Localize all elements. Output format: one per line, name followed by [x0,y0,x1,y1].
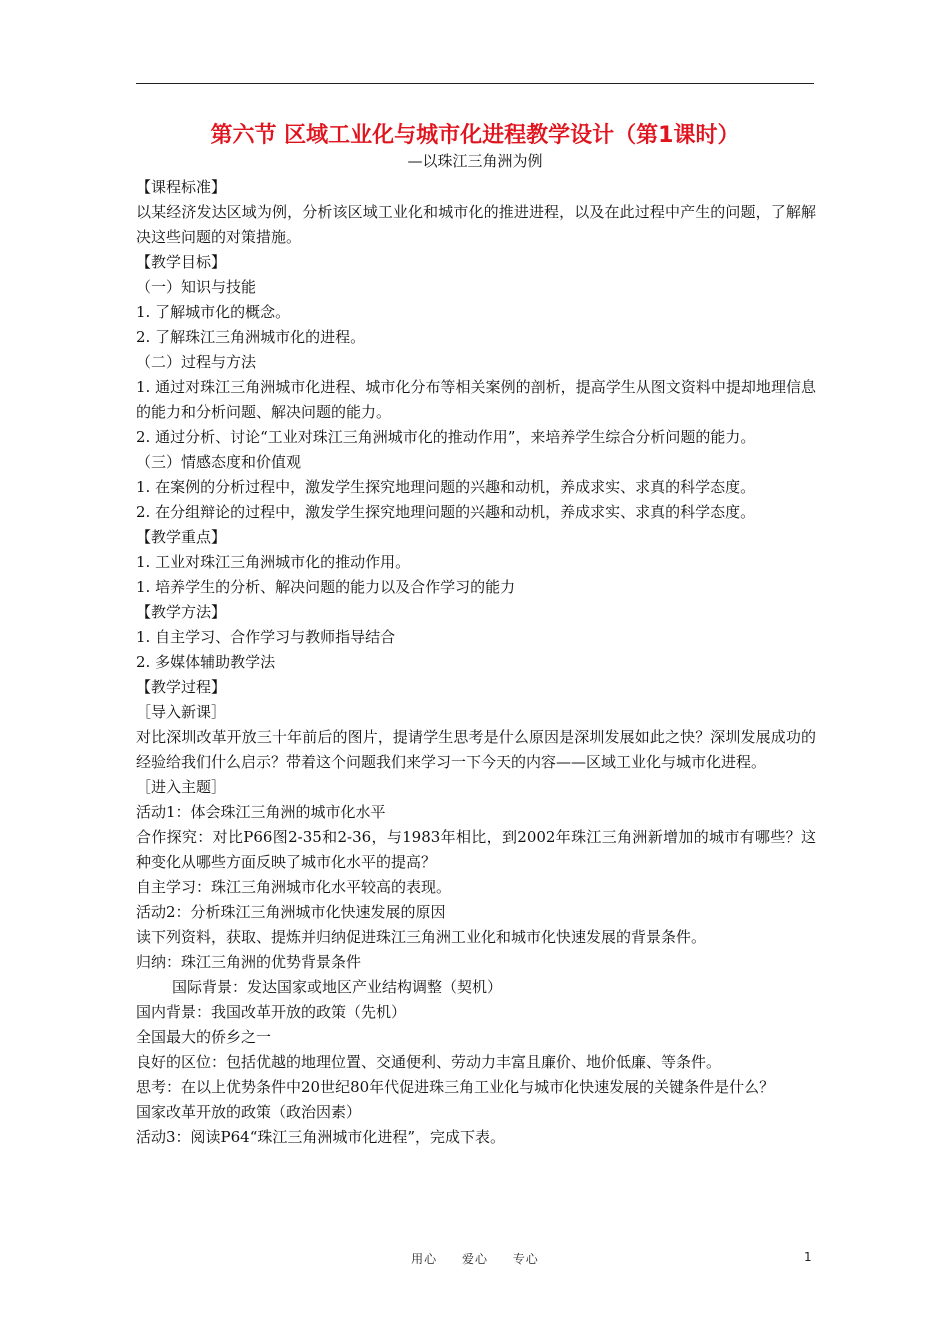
document-subtitle: —以珠江三角洲为例 [407,152,543,170]
subheading-knowledge-skills: （一）知识与技能 [136,278,257,296]
paragraph-summary: 归纳：珠江三角洲的优势背景条件 [136,953,362,971]
paragraph-think: 思考：在以上优势条件中20世纪80年代促进珠三角工业化与城市化快速发展的关键条件是什么？ [136,1078,775,1096]
activity-1-heading: 活动1：体会珠江三角洲的城市化水平 [136,803,386,821]
paragraph-cooperative-inquiry: 合作探究：对比P66图2-35和2-36，与1983年相比，到2002年珠江三角洲新增加的城市有哪些？这种变化从哪些方面反映了城市化水平的提高？ [136,828,816,871]
list-item: 1. 通过对珠江三角洲城市化进程、城市化分布等相关案例的剖析，提高学生从图文资料中提却地理信息的能力和分析问题、解决问题的能力。 [136,378,816,421]
paragraph-location: 良好的区位：包括优越的地理位置、交通便利、劳动力丰富且廉价、地价低廉、等条件。 [136,1053,722,1071]
section-heading-teaching-objectives: 【教学目标】 [136,253,227,271]
list-item: 1. 工业对珠江三角洲城市化的推动作用。 [136,553,411,571]
list-item: 1. 培养学生的分析、解决问题的能力以及合作学习的能力 [136,578,516,596]
section-heading-teaching-methods: 【教学方法】 [136,603,227,621]
list-item: 1. 在案例的分析过程中，激发学生探究地理问题的兴趣和动机，养成求实、求真的科学态度。 [136,478,756,496]
section-heading-curriculum-standard: 【课程标准】 [136,178,227,196]
activity-3-heading: 活动3：阅读P64“珠江三角洲城市化进程”，完成下表。 [136,1128,506,1146]
document-title: 第六节 区域工业化与城市化进程教学设计（第1课时） [210,123,740,148]
list-item: 2. 在分组辩论的过程中，激发学生探究地理问题的兴趣和动机，养成求实、求真的科学态度。 [136,503,756,521]
header-rule [136,83,814,84]
paragraph-introduction: 对比深圳改革开放三十年前后的图片，提请学生思考是什么原因是深圳发展如此之快？深圳发展成功的经验给我们什么启示？带着这个问题我们来学习一下今天的内容——区域工业化与城市化进程。 [136,728,816,771]
paragraph-overseas-chinese: 全国最大的侨乡之一 [136,1028,272,1046]
section-heading-teaching-focus: 【教学重点】 [136,528,227,546]
paragraph-self-study: 自主学习：珠江三角洲城市化水平较高的表现。 [136,878,452,896]
activity-2-heading: 活动2：分析珠江三角洲城市化快速发展的原因 [136,903,446,921]
list-item: 2. 多媒体辅助教学法 [136,653,276,671]
subheading-attitude-values: （三）情感态度和价值观 [136,453,302,471]
paragraph-domestic-background: 国内背景：我国改革开放的政策（先机） [136,1003,407,1021]
paragraph-reading-task: 读下列资料，获取、提炼并归纳促进珠江三角洲工业化和城市化快速发展的背景条件。 [136,928,707,946]
subheading-introduction: ［导入新课］ [136,703,227,721]
list-item: 2. 通过分析、讨论“工业对珠江三角洲城市化的推动作用”，来培养学生综合分析问题的能力。 [136,428,756,446]
page-number: 1 [804,1250,812,1264]
list-item: 1. 自主学习、合作学习与教师指导结合 [136,628,396,646]
paragraph-international-background: 国际背景：发达国家或地区产业结构调整（契机） [172,978,503,996]
section-heading-teaching-process: 【教学过程】 [136,678,227,696]
paragraph-curriculum-standard: 以某经济发达区域为例，分析该区域工业化和城市化的推进进程，以及在此过程中产生的问题，了解解决这些问题的对策措施。 [136,203,816,246]
document-body [136,175,816,1150]
list-item: 1. 了解城市化的概念。 [136,303,291,321]
list-item: 2. 了解珠江三角洲城市化的进程。 [136,328,366,346]
paragraph-policy: 国家改革开放的政策（政治因素） [136,1103,362,1121]
footer-motto: 用心 爱心 专心 [411,1252,539,1266]
subheading-process-methods: （二）过程与方法 [136,353,257,371]
subheading-main-topic: ［进入主题］ [136,778,227,796]
